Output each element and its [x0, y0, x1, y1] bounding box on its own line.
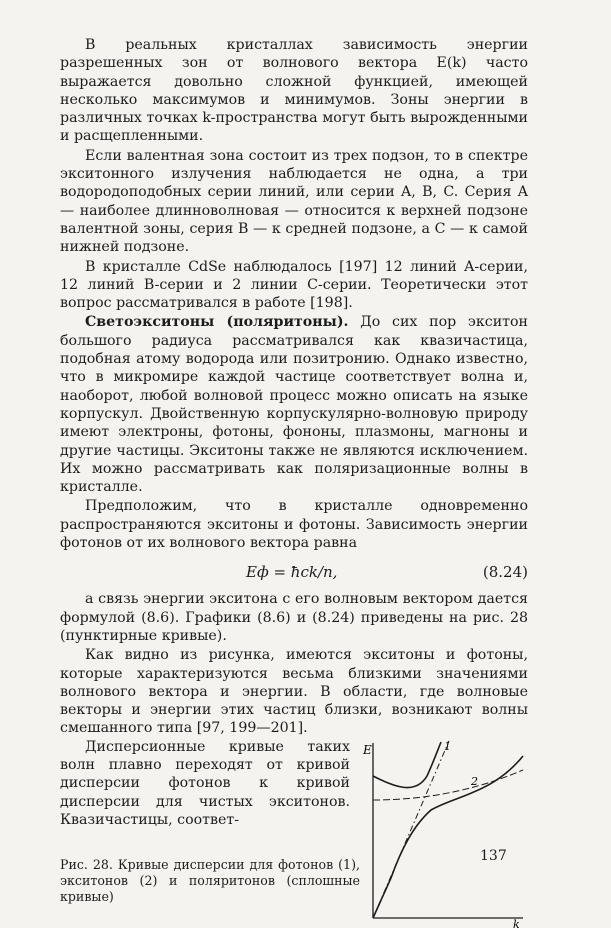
paragraph-5: Предположим, что в кристалле одновременно распространяются экситоны и фотоны. Зависимость энергии фотонов от их волнового вектора равна — [60, 498, 528, 552]
x-axis-label: k — [513, 917, 520, 928]
paragraph-4 — [60, 313, 528, 496]
equation-formula: Eф = ħck/n, — [246, 563, 338, 582]
curve-label-1: 1 — [444, 739, 451, 753]
page-number: 137 — [480, 848, 507, 864]
paragraph-1: В реальных кристаллах зависимость энергии разрешенных зон от волнового вектора E(k) часто выражается довольно сложной функцией, имеющей несколько максимумов и минимумов. Зоны энергии в различных точках k-пространства могут быть вырожденными и расщепленными. — [60, 37, 528, 145]
curve-label-2: 2 — [471, 774, 478, 788]
figure-caption: Рис. 28. Кривые дисперсии для фотонов (1), экситонов (2) и поляритонов (сплошные кривые) — [60, 857, 360, 905]
paragraph-7: Как видно из рисунка, имеются экситоны и фотоны, которые характеризуются весьма близкими значениями волнового вектора и энергии. В области, где волновые векторы и энергии этих частиц близки, возникают волны смешанного типа [97, 199—201]. — [60, 647, 528, 737]
paragraph-2: Если валентная зона состоит из трех подзон, то в спектре экситонного излучения наблюдается не одна, а три водородоподобных серии линий, или серии A, B, C. Серия A — наиболее длинноволновая — относится к верхней подзоне валентной зоны, серия B — к средней подзоне, а C — к самой нижней подзоне. — [60, 147, 528, 256]
y-axis-label: E — [363, 742, 372, 757]
equation-8-24 — [60, 556, 528, 590]
equation-number: (8.24) — [482, 563, 528, 582]
section-heading: Светоэкситоны (поляритоны). — [85, 314, 349, 331]
dispersion-figure — [363, 738, 528, 928]
page-body — [60, 36, 528, 928]
narrow-column — [60, 738, 360, 905]
paragraph-8: Дисперсионные кривые таких волн плавно переходят от кривой дисперсии фотонов к кривой дисперсии для чистых экситонов. Квазичастицы, соответ- — [60, 738, 350, 828]
paragraph-6: а связь энергии экситона с его волновым вектором дается формулой (8.6). Графики (8.6) и (8.24) приведены на рис. 28 (пунктирные кривые). — [60, 591, 528, 644]
lower-polariton-curve — [373, 756, 523, 918]
upper-polariton-curve — [373, 742, 441, 788]
figure-wrap — [60, 738, 528, 928]
paragraph-4-text: До сих пор экситон большого радиуса рассматривался как квазичастица, подобная атому водорода или позитронию. Однако известно, что в микромире каждой частице соответствует волна и, наоборот, любой волновой процесс можно описать на языке корпускул. Двойственную корпускулярно-волновую природу имеют электроны, фотоны, фононы, плазмоны, магноны и другие частицы. Экситоны также не являются исключением. Их можно рассматривать как поляризационные волны в кристалле. — [60, 314, 528, 496]
paragraph-3: В кристалле CdSe наблюдалось [197] 12 линий A-серии, 12 линий B-серии и 2 линии C-серии. Теоретически этот вопрос рассматривался в работе [198]. — [60, 258, 528, 312]
